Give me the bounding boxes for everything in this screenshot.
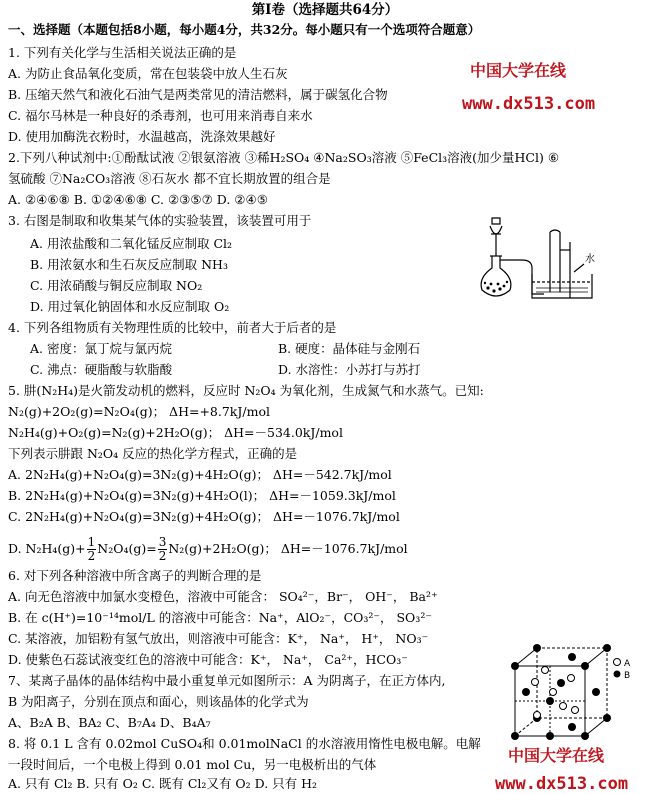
q2-line1: 2.下列八种试剂中:①酚酞试液 ②银氨溶液 ③稀H₂SO₄ ④Na₂SO₃溶液 ⑤FeCl₃溶液(加少量HCl) ⑥ xyxy=(8,150,560,165)
gas-apparatus-figure xyxy=(470,212,600,304)
q2-line2: 氢硫酸 ⑦Na₂CO₃溶液 ⑧石灰水 都不宜长期放置的组合是 xyxy=(8,171,331,186)
q6-option-c: C. 某溶液，加铝粉有氢气放出，则溶液中可能含：K⁺， Na⁺， H⁺， NO₃⁻ xyxy=(8,631,429,646)
q5-equation-2: N₂H₄(g)+O₂(g)=N₂(g)+2H₂O(g)； ΔH=－534.0kJ/mol xyxy=(8,425,343,440)
frac-num: 1 xyxy=(87,535,96,549)
q8-options: A. 只有 Cl₂ B. 只有 O₂ C. 既有 Cl₂又有 O₂ D. 只有 H₂ xyxy=(8,776,318,791)
watermark-url-bottom: www.dx513.com xyxy=(495,774,629,794)
section-heading: 一、选择题（本题包括8小题，每小题4分，共32分。每小题只有一个选项符合题意） xyxy=(8,22,481,37)
legend-a-label: A xyxy=(624,659,631,669)
q1-option-c: C. 福尔马林是一种良好的杀毒剂，也可用来消毒自来水 xyxy=(8,108,313,123)
q5-stem: 5. 肼(N₂H₄)是火箭发动机的燃料，反应时 N₂O₄ 为氧化剂，生成氮气和水蒸气。已知: xyxy=(8,383,484,398)
q4-option-a: A. 密度：氯丁烷与氯丙烷 xyxy=(30,341,172,356)
crystal-cell-figure xyxy=(505,640,645,745)
frac-num: 3 xyxy=(158,535,167,549)
q1-stem: 1. 下列有关化学与生活相关说法正确的是 xyxy=(8,45,237,60)
q5-question: 下列表示肼跟 N₂O₄ 反应的热化学方程式，正确的是 xyxy=(8,446,298,461)
watermark-school-top: 中国大学在线 xyxy=(470,61,567,80)
watermark-url-top: www.dx513.com xyxy=(462,94,596,114)
q5-equation-1: N₂(g)+2O₂(g)=N₂O₄(g)； ΔH=+8.7kJ/mol xyxy=(8,404,270,419)
q6-option-d: D. 使紫色石蕊试液变红色的溶液中可能含：K⁺， Na⁺， Ca²⁺，HCO₃⁻ xyxy=(8,652,408,667)
q8-line1: 8. 将 0.1 L 含有 0.02mol CuSO₄和 0.01molNaCl 的水溶液用惰性电极电解。电解 xyxy=(8,736,481,751)
paper-title: 第Ⅰ卷（选择题共64分） xyxy=(251,2,399,18)
apparatus-water-label: 水 xyxy=(585,254,595,265)
fraction-half xyxy=(87,536,97,563)
q1-option-b: B. 压缩天然气和液化石油气是两类常见的清洁燃料，属于碳氢化合物 xyxy=(8,87,388,102)
q6-stem: 6. 对下列各种溶液中所含离子的判断合理的是 xyxy=(8,568,262,583)
q5-d-middle: N₂O₄(g)= xyxy=(97,541,157,556)
q4-stem: 4. 下列各组物质有关物理性质的比较中，前者大于后者的是 xyxy=(8,320,337,335)
q2-options: A. ②④⑥⑧ B. ①②④⑥⑧ C. ②③⑤⑦ D. ②④⑤ xyxy=(8,192,268,207)
q5-option-d xyxy=(8,534,408,564)
q7-line1: 7、某离子晶体的晶体结构中最小重复单元如图所示：A 为阴离子，在正方体内, xyxy=(8,673,446,688)
q5-option-c: C. 2N₂H₄(g)+N₂O₄(g)=3N₂(g)+4H₂O(g)； ΔH=－1076.7kJ/mol xyxy=(8,509,400,524)
watermark-school-bottom: 中国大学在线 xyxy=(508,746,605,765)
q7-options: A、B₂A B、BA₂ C、B₇A₄ D、B₄A₇ xyxy=(8,715,211,730)
q1-option-d: D. 使用加酶洗衣粉时，水温越高，洗涤效果越好 xyxy=(8,129,276,144)
q3-option-a: A. 用浓盐酸和二氧化锰反应制取 Cl₂ xyxy=(30,236,233,251)
q3-option-d: D. 用过氧化钠固体和水反应制取 O₂ xyxy=(30,299,230,314)
q3-stem: 3. 右图是制取和收集某气体的实验装置，该装置可用于 xyxy=(8,213,312,228)
q5-d-prefix: D. N₂H₄(g)+ xyxy=(8,541,86,556)
q6-option-b: B. 在 c(H⁺)=10⁻¹⁴mol/L 的溶液中可能含：Na⁺，AlO₂⁻，CO₃²⁻， SO₃²⁻ xyxy=(8,610,432,625)
q5-option-b: B. 2N₂H₄(g)+N₂O₄(g)=3N₂(g)+4H₂O(l)； ΔH=－1059.3kJ/mol xyxy=(8,488,396,503)
q4-option-c: C. 沸点：硬脂酸与软脂酸 xyxy=(30,362,173,377)
frac-den: 2 xyxy=(158,549,167,563)
q3-option-b: B. 用浓氨水和生石灰反应制取 NH₃ xyxy=(30,257,228,272)
legend-b-label: B xyxy=(624,671,631,681)
q4-option-b: B. 硬度：晶体硅与金刚石 xyxy=(278,341,421,356)
q1-option-a: A. 为防止食品氧化变质，常在包装袋中放人生石灰 xyxy=(8,66,288,81)
frac-den: 2 xyxy=(87,549,96,563)
q5-d-suffix: N₂(g)+2H₂O(g)； ΔH=－1076.7kJ/mol xyxy=(168,541,408,556)
q3-option-c: C. 用浓硝酸与铜反应制取 NO₂ xyxy=(30,278,203,293)
q8-line2: 一段时间后，一个电极上得到 0.01 mol Cu，另一电极析出的气体 xyxy=(8,757,377,772)
q4-option-d: D. 水溶性：小苏打与苏打 xyxy=(278,362,421,377)
q7-line2: B 为阳离子，分别在顶点和面心，则该晶体的化学式为 xyxy=(8,694,309,709)
fraction-three-halves xyxy=(158,536,168,563)
q5-option-a: A. 2N₂H₄(g)+N₂O₄(g)=3N₂(g)+4H₂O(g)； ΔH=－542.7kJ/mol xyxy=(8,467,392,482)
q6-option-a: A. 向无色溶液中加氯水变橙色，溶液中可能含： SO₄²⁻，Br⁻， OH⁻， Ba²⁺ xyxy=(8,589,438,604)
